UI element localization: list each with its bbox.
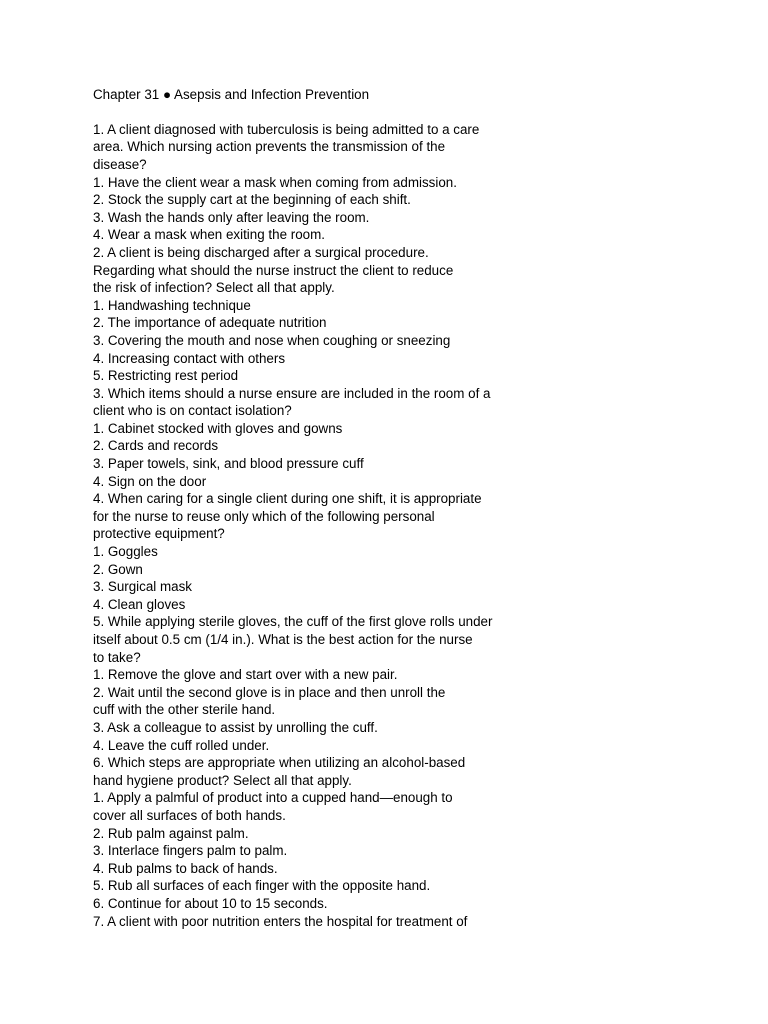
text-line: 1. Goggles — [93, 544, 158, 560]
text-line: cuff with the other sterile hand. — [93, 702, 276, 718]
text-line: 2. Wait until the second glove is in place and then unroll the — [93, 684, 446, 700]
text-line: 3. Ask a colleague to assist by unrolling the cuff. — [93, 719, 378, 735]
text-line: for the nurse to reuse only which of the following personal — [93, 508, 435, 524]
text-line: 3. Wash the hands only after leaving the room. — [93, 209, 370, 225]
text-line: the risk of infection? Select all that apply. — [93, 280, 335, 296]
text-line: 4. Leave the cuff rolled under. — [93, 737, 270, 753]
text-line: 6. Which steps are appropriate when utilizing an alcohol-based — [93, 755, 466, 771]
text-line: 2. The importance of adequate nutrition — [93, 315, 327, 331]
question-text — [93, 121, 733, 930]
text-line: 4. Rub palms to back of hands. — [93, 860, 278, 876]
text-line: 2. A client is being discharged after a surgical procedure. — [93, 244, 429, 260]
document-content — [93, 86, 733, 930]
text-line: Regarding what should the nurse instruct the client to reduce — [93, 262, 454, 278]
text-line: to take? — [93, 649, 141, 665]
text-line: 3. Surgical mask — [93, 579, 192, 595]
text-line: protective equipment? — [93, 526, 225, 542]
text-line: 6. Continue for about 10 to 15 seconds. — [93, 895, 328, 911]
text-line: 5. While applying sterile gloves, the cuff of the first glove rolls under — [93, 614, 493, 630]
text-line: 4. Increasing contact with others — [93, 350, 286, 366]
text-line: 3. Interlace fingers palm to palm. — [93, 843, 288, 859]
text-line: 1. A client diagnosed with tuberculosis is being admitted to a care — [93, 121, 480, 137]
title-spacer — [93, 104, 733, 121]
text-line: client who is on contact isolation? — [93, 403, 292, 419]
text-line: 1. Have the client wear a mask when coming from admission. — [93, 174, 457, 190]
text-line: 3. Paper towels, sink, and blood pressure cuff — [93, 456, 364, 472]
text-line: 4. When caring for a single client during one shift, it is appropriate — [93, 491, 482, 507]
text-line: itself about 0.5 cm (1/4 in.). What is the best action for the nurse — [93, 632, 473, 647]
text-line: cover all surfaces of both hands. — [93, 807, 286, 823]
text-line: 7. A client with poor nutrition enters the hospital for treatment of — [93, 913, 468, 929]
text-line: 2. Gown — [93, 561, 143, 577]
text-line: 1. Cabinet stocked with gloves and gowns — [93, 420, 343, 436]
text-line: 4. Wear a mask when exiting the room. — [93, 227, 325, 243]
text-line: 1. Apply a palmful of product into a cupped hand—enough to — [93, 790, 453, 806]
text-line: hand hygiene product? Select all that apply. — [93, 772, 352, 788]
text-line: 2. Rub palm against palm. — [93, 825, 249, 841]
text-line: area. Which nursing action prevents the transmission of the — [93, 139, 446, 155]
text-line: 3. Covering the mouth and nose when coughing or sneezing — [93, 332, 451, 348]
text-line: disease? — [93, 156, 147, 172]
text-line: 4. Sign on the door — [93, 473, 207, 489]
chapter-title: Chapter 31 ● Asepsis and Infection Prevention — [93, 87, 370, 102]
text-line: 4. Clean gloves — [93, 596, 186, 612]
text-line: 2. Cards and records — [93, 438, 219, 454]
text-line: 5. Restricting rest period — [93, 368, 239, 384]
text-line: 5. Rub all surfaces of each finger with the opposite hand. — [93, 878, 431, 894]
text-line: 1. Handwashing technique — [93, 297, 251, 313]
text-line: 3. Which items should a nurse ensure are included in the room of a — [93, 385, 491, 401]
text-line: 2. Stock the supply cart at the beginning of each shift. — [93, 192, 411, 208]
text-line: 1. Remove the glove and start over with a new pair. — [93, 667, 398, 683]
